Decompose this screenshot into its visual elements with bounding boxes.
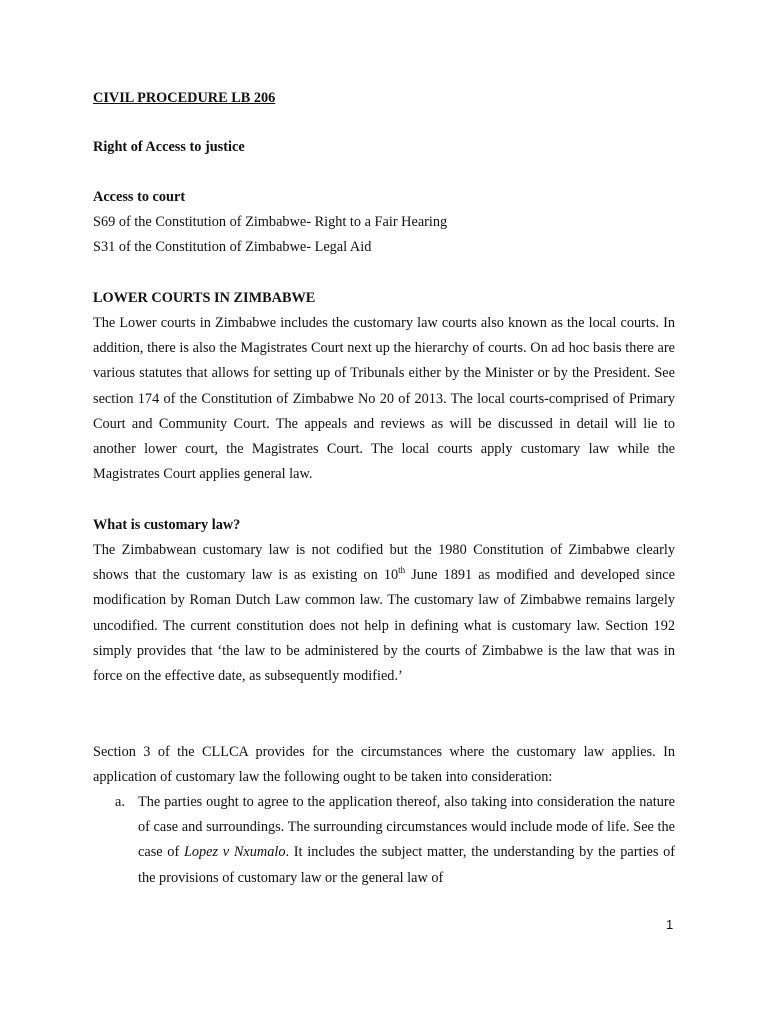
- heading-lower-courts: LOWER COURTS IN ZIMBABWE: [93, 290, 316, 306]
- heading-access-to-justice: Right of Access to justice: [93, 139, 245, 155]
- page-number: 1: [666, 917, 674, 932]
- customary-text-part-1: The Zimbabwean customary law is not codified but the 1980 Constitution of Zimbabwe clearly shows that the customary law is as existing on 10: [93, 542, 675, 584]
- heading-access-to-court: Access to court: [93, 189, 186, 205]
- list-marker: a.: [115, 794, 125, 810]
- heading-customary-law: What is customary law?: [93, 517, 241, 533]
- list-item-text-2: . It includes the subject matter, the understanding by the parties of the provisions of customary law or the general law of: [138, 844, 675, 886]
- case-name: Lopez v Nxumalo: [183, 844, 286, 861]
- customary-text-part-2: June 1891 as modified and developed since modification by Roman Dutch Law common law. The customary law of Zimbabwe remains largely uncodified. The current constitution does not help in defining what is customary law. Section 192 simply provides that ‘the law to be administered by the courts of Zimbabwe is the law that was in force on the effective date, as subsequently modified.’: [93, 567, 675, 685]
- line-s69: S69 of the Constitution of Zimbabwe- Right to a Fair Hearing: [93, 214, 448, 230]
- document-title: CIVIL PROCEDURE LB 206: [93, 90, 276, 106]
- paragraph-section-3: Section 3 of the CLLCA provides for the circumstances where the customary law applies. In application of customary law the following ought to be taken into consideration:: [93, 744, 675, 786]
- list-item-text-1: The parties ought to agree to the application thereof, also taking into consideration the nature of case and surroundings. The surrounding circumstances would include mode of life. See the case of: [138, 794, 675, 861]
- ordinal-suffix: th: [398, 565, 406, 576]
- line-s31: S31 of the Constitution of Zimbabwe- Legal Aid: [93, 239, 372, 255]
- ordered-list: [93, 790, 675, 891]
- paragraph-lower-courts: The Lower courts in Zimbabwe includes the customary law courts also known as the local courts. In addition, there is also the Magistrates Court next up the hierarchy of courts. On ad hoc basis there are various statutes that allows for setting up of Tribunals either by the Minister or by the President. See section 174 of the Constitution of Zimbabwe No 20 of 2013. The local courts-comprised of Primary Court and Community Court. The appeals and reviews as will be discussed in detail will lie to another lower court, the Magistrates Court. The local courts apply customary law while the Magistrates Court applies general law.: [93, 315, 675, 483]
- list-item: [93, 790, 675, 891]
- paragraph-customary-law: [93, 538, 675, 689]
